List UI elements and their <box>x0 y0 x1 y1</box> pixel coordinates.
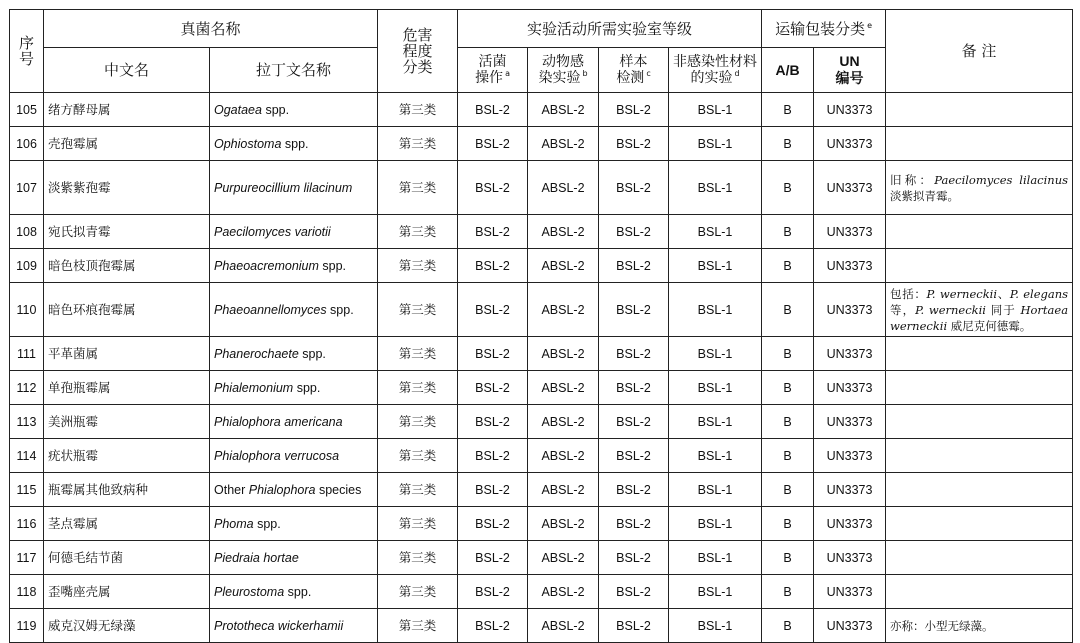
sample-test-level-cell: BSL-2 <box>599 93 669 127</box>
non-infectious-level-cell: BSL-1 <box>669 161 762 215</box>
sample-test-level-cell: BSL-2 <box>599 161 669 215</box>
fungi-table <box>9 9 1073 643</box>
row-number-cell: 116 <box>10 507 44 541</box>
animal-infection-level-cell: ABSL-2 <box>528 337 599 371</box>
non-infectious-level-cell: BSL-1 <box>669 249 762 283</box>
notes-cell: 包括：P. werneckii、P. elegans 等，P. werneckii 同于 Hortaea werneckii 威尼克何德霉。 <box>886 283 1073 337</box>
hazard-class-cell: 第三类 <box>378 215 458 249</box>
un-number-cell: UN3373 <box>814 283 886 337</box>
live-culture-level-cell: BSL-2 <box>458 473 528 507</box>
header-live: 活菌 操作 $^a$ <box>458 48 528 93</box>
notes-cell <box>886 215 1073 249</box>
live-culture-level-cell: BSL-2 <box>458 249 528 283</box>
chinese-name-cell: 单孢瓶霉属 <box>44 371 210 405</box>
transport-ab-cell: B <box>762 283 814 337</box>
header-notes: 备 注 <box>886 10 1073 93</box>
notes-cell <box>886 439 1073 473</box>
live-culture-level-cell: BSL-2 <box>458 405 528 439</box>
hazard-class-cell: 第三类 <box>378 405 458 439</box>
row-number-cell: 113 <box>10 405 44 439</box>
un-number-cell: UN3373 <box>814 337 886 371</box>
transport-ab-cell: B <box>762 127 814 161</box>
transport-ab-cell: B <box>762 541 814 575</box>
live-culture-level-cell: BSL-2 <box>458 609 528 643</box>
chinese-name-cell: 威克汉姆无绿藻 <box>44 609 210 643</box>
non-infectious-level-cell: BSL-1 <box>669 127 762 161</box>
transport-ab-cell: B <box>762 507 814 541</box>
sample-test-level-cell: BSL-2 <box>599 575 669 609</box>
latin-name-cell: Paecilomyces variotii <box>210 215 378 249</box>
chinese-name-cell: 壳孢霉属 <box>44 127 210 161</box>
notes-cell <box>886 405 1073 439</box>
latin-name-cell: Phaeoacremonium spp. <box>210 249 378 283</box>
row-number-cell: 117 <box>10 541 44 575</box>
row-number-cell: 109 <box>10 249 44 283</box>
header-fungus-name: 真菌名称 <box>44 10 378 48</box>
sample-test-level-cell: BSL-2 <box>599 405 669 439</box>
notes-cell <box>886 93 1073 127</box>
table-body <box>10 93 1073 643</box>
non-infectious-level-cell: BSL-1 <box>669 609 762 643</box>
table-row <box>10 161 1073 215</box>
header-transport: 运输包装分类 $^e$ <box>762 10 886 48</box>
table-row <box>10 127 1073 161</box>
row-number-cell: 105 <box>10 93 44 127</box>
table-row <box>10 609 1073 643</box>
live-culture-level-cell: BSL-2 <box>458 371 528 405</box>
latin-name-cell: Phialemonium spp. <box>210 371 378 405</box>
row-number-cell: 107 <box>10 161 44 215</box>
latin-name-cell: Phialophora verrucosa <box>210 439 378 473</box>
latin-name-cell: Ogataea spp. <box>210 93 378 127</box>
table-row <box>10 405 1073 439</box>
non-infectious-level-cell: BSL-1 <box>669 439 762 473</box>
latin-name-cell: Phoma spp. <box>210 507 378 541</box>
un-number-cell: UN3373 <box>814 405 886 439</box>
row-number-cell: 114 <box>10 439 44 473</box>
chinese-name-cell: 瓶霉属其他致病种 <box>44 473 210 507</box>
transport-ab-cell: B <box>762 371 814 405</box>
hazard-class-cell: 第三类 <box>378 473 458 507</box>
latin-name-cell: Other Phialophora species <box>210 473 378 507</box>
row-number-cell: 112 <box>10 371 44 405</box>
table-row <box>10 215 1073 249</box>
table-row <box>10 93 1073 127</box>
sample-test-level-cell: BSL-2 <box>599 473 669 507</box>
hazard-class-cell: 第三类 <box>378 249 458 283</box>
non-infectious-level-cell: BSL-1 <box>669 337 762 371</box>
transport-ab-cell: B <box>762 249 814 283</box>
chinese-name-cell: 淡紫紫孢霉 <box>44 161 210 215</box>
transport-ab-cell: B <box>762 609 814 643</box>
table-row <box>10 541 1073 575</box>
latin-name-cell: Ophiostoma spp. <box>210 127 378 161</box>
transport-ab-cell: B <box>762 575 814 609</box>
sample-test-level-cell: BSL-2 <box>599 249 669 283</box>
animal-infection-level-cell: ABSL-2 <box>528 609 599 643</box>
latin-name-cell: Prototheca wickerhamii <box>210 609 378 643</box>
non-infectious-level-cell: BSL-1 <box>669 93 762 127</box>
table-row <box>10 249 1073 283</box>
row-number-cell: 106 <box>10 127 44 161</box>
chinese-name-cell: 平革菌属 <box>44 337 210 371</box>
hazard-class-cell: 第三类 <box>378 439 458 473</box>
non-infectious-level-cell: BSL-1 <box>669 507 762 541</box>
sample-test-level-cell: BSL-2 <box>599 371 669 405</box>
un-number-cell: UN3373 <box>814 249 886 283</box>
notes-cell <box>886 127 1073 161</box>
chinese-name-cell: 宛氏拟青霉 <box>44 215 210 249</box>
sample-test-level-cell: BSL-2 <box>599 127 669 161</box>
non-infectious-level-cell: BSL-1 <box>669 405 762 439</box>
non-infectious-level-cell: BSL-1 <box>669 473 762 507</box>
sample-test-level-cell: BSL-2 <box>599 541 669 575</box>
non-infectious-level-cell: BSL-1 <box>669 215 762 249</box>
notes-cell <box>886 249 1073 283</box>
hazard-class-cell: 第三类 <box>378 93 458 127</box>
hazard-class-cell: 第三类 <box>378 609 458 643</box>
live-culture-level-cell: BSL-2 <box>458 575 528 609</box>
live-culture-level-cell: BSL-2 <box>458 541 528 575</box>
table-row <box>10 371 1073 405</box>
transport-ab-cell: B <box>762 215 814 249</box>
sample-test-level-cell: BSL-2 <box>599 283 669 337</box>
header-noninfect: 非感染性材料 的实验 $^d$ <box>669 48 762 93</box>
transport-ab-cell: B <box>762 161 814 215</box>
sample-test-level-cell: BSL-2 <box>599 439 669 473</box>
row-number-cell: 115 <box>10 473 44 507</box>
animal-infection-level-cell: ABSL-2 <box>528 405 599 439</box>
transport-ab-cell: B <box>762 439 814 473</box>
notes-cell <box>886 371 1073 405</box>
chinese-name-cell: 暗色环痕孢霉属 <box>44 283 210 337</box>
transport-ab-cell: B <box>762 473 814 507</box>
row-number-cell: 118 <box>10 575 44 609</box>
header-animal: 动物感 染实验 $^b$ <box>528 48 599 93</box>
hazard-class-cell: 第三类 <box>378 541 458 575</box>
hazard-class-cell: 第三类 <box>378 127 458 161</box>
chinese-name-cell: 疣状瓶霉 <box>44 439 210 473</box>
animal-infection-level-cell: ABSL-2 <box>528 93 599 127</box>
header-ab: A/B <box>762 48 814 93</box>
latin-name-cell: Phaeoannellomyces spp. <box>210 283 378 337</box>
live-culture-level-cell: BSL-2 <box>458 507 528 541</box>
animal-infection-level-cell: ABSL-2 <box>528 371 599 405</box>
latin-name-cell: Pleurostoma spp. <box>210 575 378 609</box>
sample-test-level-cell: BSL-2 <box>599 609 669 643</box>
animal-infection-level-cell: ABSL-2 <box>528 249 599 283</box>
table-row <box>10 337 1073 371</box>
animal-infection-level-cell: ABSL-2 <box>528 283 599 337</box>
row-number-cell: 110 <box>10 283 44 337</box>
header-sample: 样本 检测 $^c$ <box>599 48 669 93</box>
header-latin-name: 拉丁文名称 <box>210 48 378 93</box>
hazard-class-cell: 第三类 <box>378 161 458 215</box>
live-culture-level-cell: BSL-2 <box>458 283 528 337</box>
table-row <box>10 507 1073 541</box>
non-infectious-level-cell: BSL-1 <box>669 575 762 609</box>
latin-name-cell: Phanerochaete spp. <box>210 337 378 371</box>
animal-infection-level-cell: ABSL-2 <box>528 507 599 541</box>
notes-cell <box>886 541 1073 575</box>
animal-infection-level-cell: ABSL-2 <box>528 127 599 161</box>
live-culture-level-cell: BSL-2 <box>458 439 528 473</box>
un-number-cell: UN3373 <box>814 215 886 249</box>
transport-ab-cell: B <box>762 337 814 371</box>
table-header <box>10 10 1073 93</box>
sample-test-level-cell: BSL-2 <box>599 507 669 541</box>
row-number-cell: 119 <box>10 609 44 643</box>
hazard-class-cell: 第三类 <box>378 283 458 337</box>
chinese-name-cell: 绪方酵母属 <box>44 93 210 127</box>
transport-ab-cell: B <box>762 93 814 127</box>
latin-name-cell: Piedraia hortae <box>210 541 378 575</box>
animal-infection-level-cell: ABSL-2 <box>528 161 599 215</box>
live-culture-level-cell: BSL-2 <box>458 93 528 127</box>
header-un: UN 编号 <box>814 48 886 93</box>
header-hazard: 危害 程度 分类 <box>378 10 458 93</box>
table-row <box>10 283 1073 337</box>
animal-infection-level-cell: ABSL-2 <box>528 439 599 473</box>
notes-cell <box>886 473 1073 507</box>
hazard-class-cell: 第三类 <box>378 371 458 405</box>
hazard-class-cell: 第三类 <box>378 507 458 541</box>
notes-cell: 旧称：Paecilomyces lilacinus 淡紫拟青霉。 <box>886 161 1073 215</box>
row-number-cell: 111 <box>10 337 44 371</box>
table-row <box>10 473 1073 507</box>
chinese-name-cell: 歪嘴座壳属 <box>44 575 210 609</box>
chinese-name-cell: 何德毛结节菌 <box>44 541 210 575</box>
animal-infection-level-cell: ABSL-2 <box>528 575 599 609</box>
live-culture-level-cell: BSL-2 <box>458 161 528 215</box>
chinese-name-cell: 美洲瓶霉 <box>44 405 210 439</box>
hazard-class-cell: 第三类 <box>378 337 458 371</box>
row-number-cell: 108 <box>10 215 44 249</box>
un-number-cell: UN3373 <box>814 161 886 215</box>
notes-cell <box>886 507 1073 541</box>
transport-ab-cell: B <box>762 405 814 439</box>
notes-cell <box>886 575 1073 609</box>
notes-cell <box>886 337 1073 371</box>
chinese-name-cell: 茎点霉属 <box>44 507 210 541</box>
header-cn-name: 中文名 <box>44 48 210 93</box>
sample-test-level-cell: BSL-2 <box>599 337 669 371</box>
chinese-name-cell: 暗色枝顶孢霉属 <box>44 249 210 283</box>
non-infectious-level-cell: BSL-1 <box>669 371 762 405</box>
hazard-class-cell: 第三类 <box>378 575 458 609</box>
un-number-cell: UN3373 <box>814 473 886 507</box>
latin-name-cell: Phialophora americana <box>210 405 378 439</box>
animal-infection-level-cell: ABSL-2 <box>528 541 599 575</box>
un-number-cell: UN3373 <box>814 127 886 161</box>
un-number-cell: UN3373 <box>814 439 886 473</box>
un-number-cell: UN3373 <box>814 93 886 127</box>
un-number-cell: UN3373 <box>814 541 886 575</box>
animal-infection-level-cell: ABSL-2 <box>528 215 599 249</box>
un-number-cell: UN3373 <box>814 609 886 643</box>
header-lab-level: 实验活动所需实验室等级 <box>458 10 762 48</box>
un-number-cell: UN3373 <box>814 371 886 405</box>
non-infectious-level-cell: BSL-1 <box>669 541 762 575</box>
table-row <box>10 575 1073 609</box>
live-culture-level-cell: BSL-2 <box>458 337 528 371</box>
sample-test-level-cell: BSL-2 <box>599 215 669 249</box>
un-number-cell: UN3373 <box>814 507 886 541</box>
non-infectious-level-cell: BSL-1 <box>669 283 762 337</box>
live-culture-level-cell: BSL-2 <box>458 127 528 161</box>
header-seq: 序 号 <box>10 10 44 93</box>
un-number-cell: UN3373 <box>814 575 886 609</box>
table-row <box>10 439 1073 473</box>
live-culture-level-cell: BSL-2 <box>458 215 528 249</box>
latin-name-cell: Purpureocillium lilacinum <box>210 161 378 215</box>
notes-cell: 亦称：小型无绿藻。 <box>886 609 1073 643</box>
animal-infection-level-cell: ABSL-2 <box>528 473 599 507</box>
